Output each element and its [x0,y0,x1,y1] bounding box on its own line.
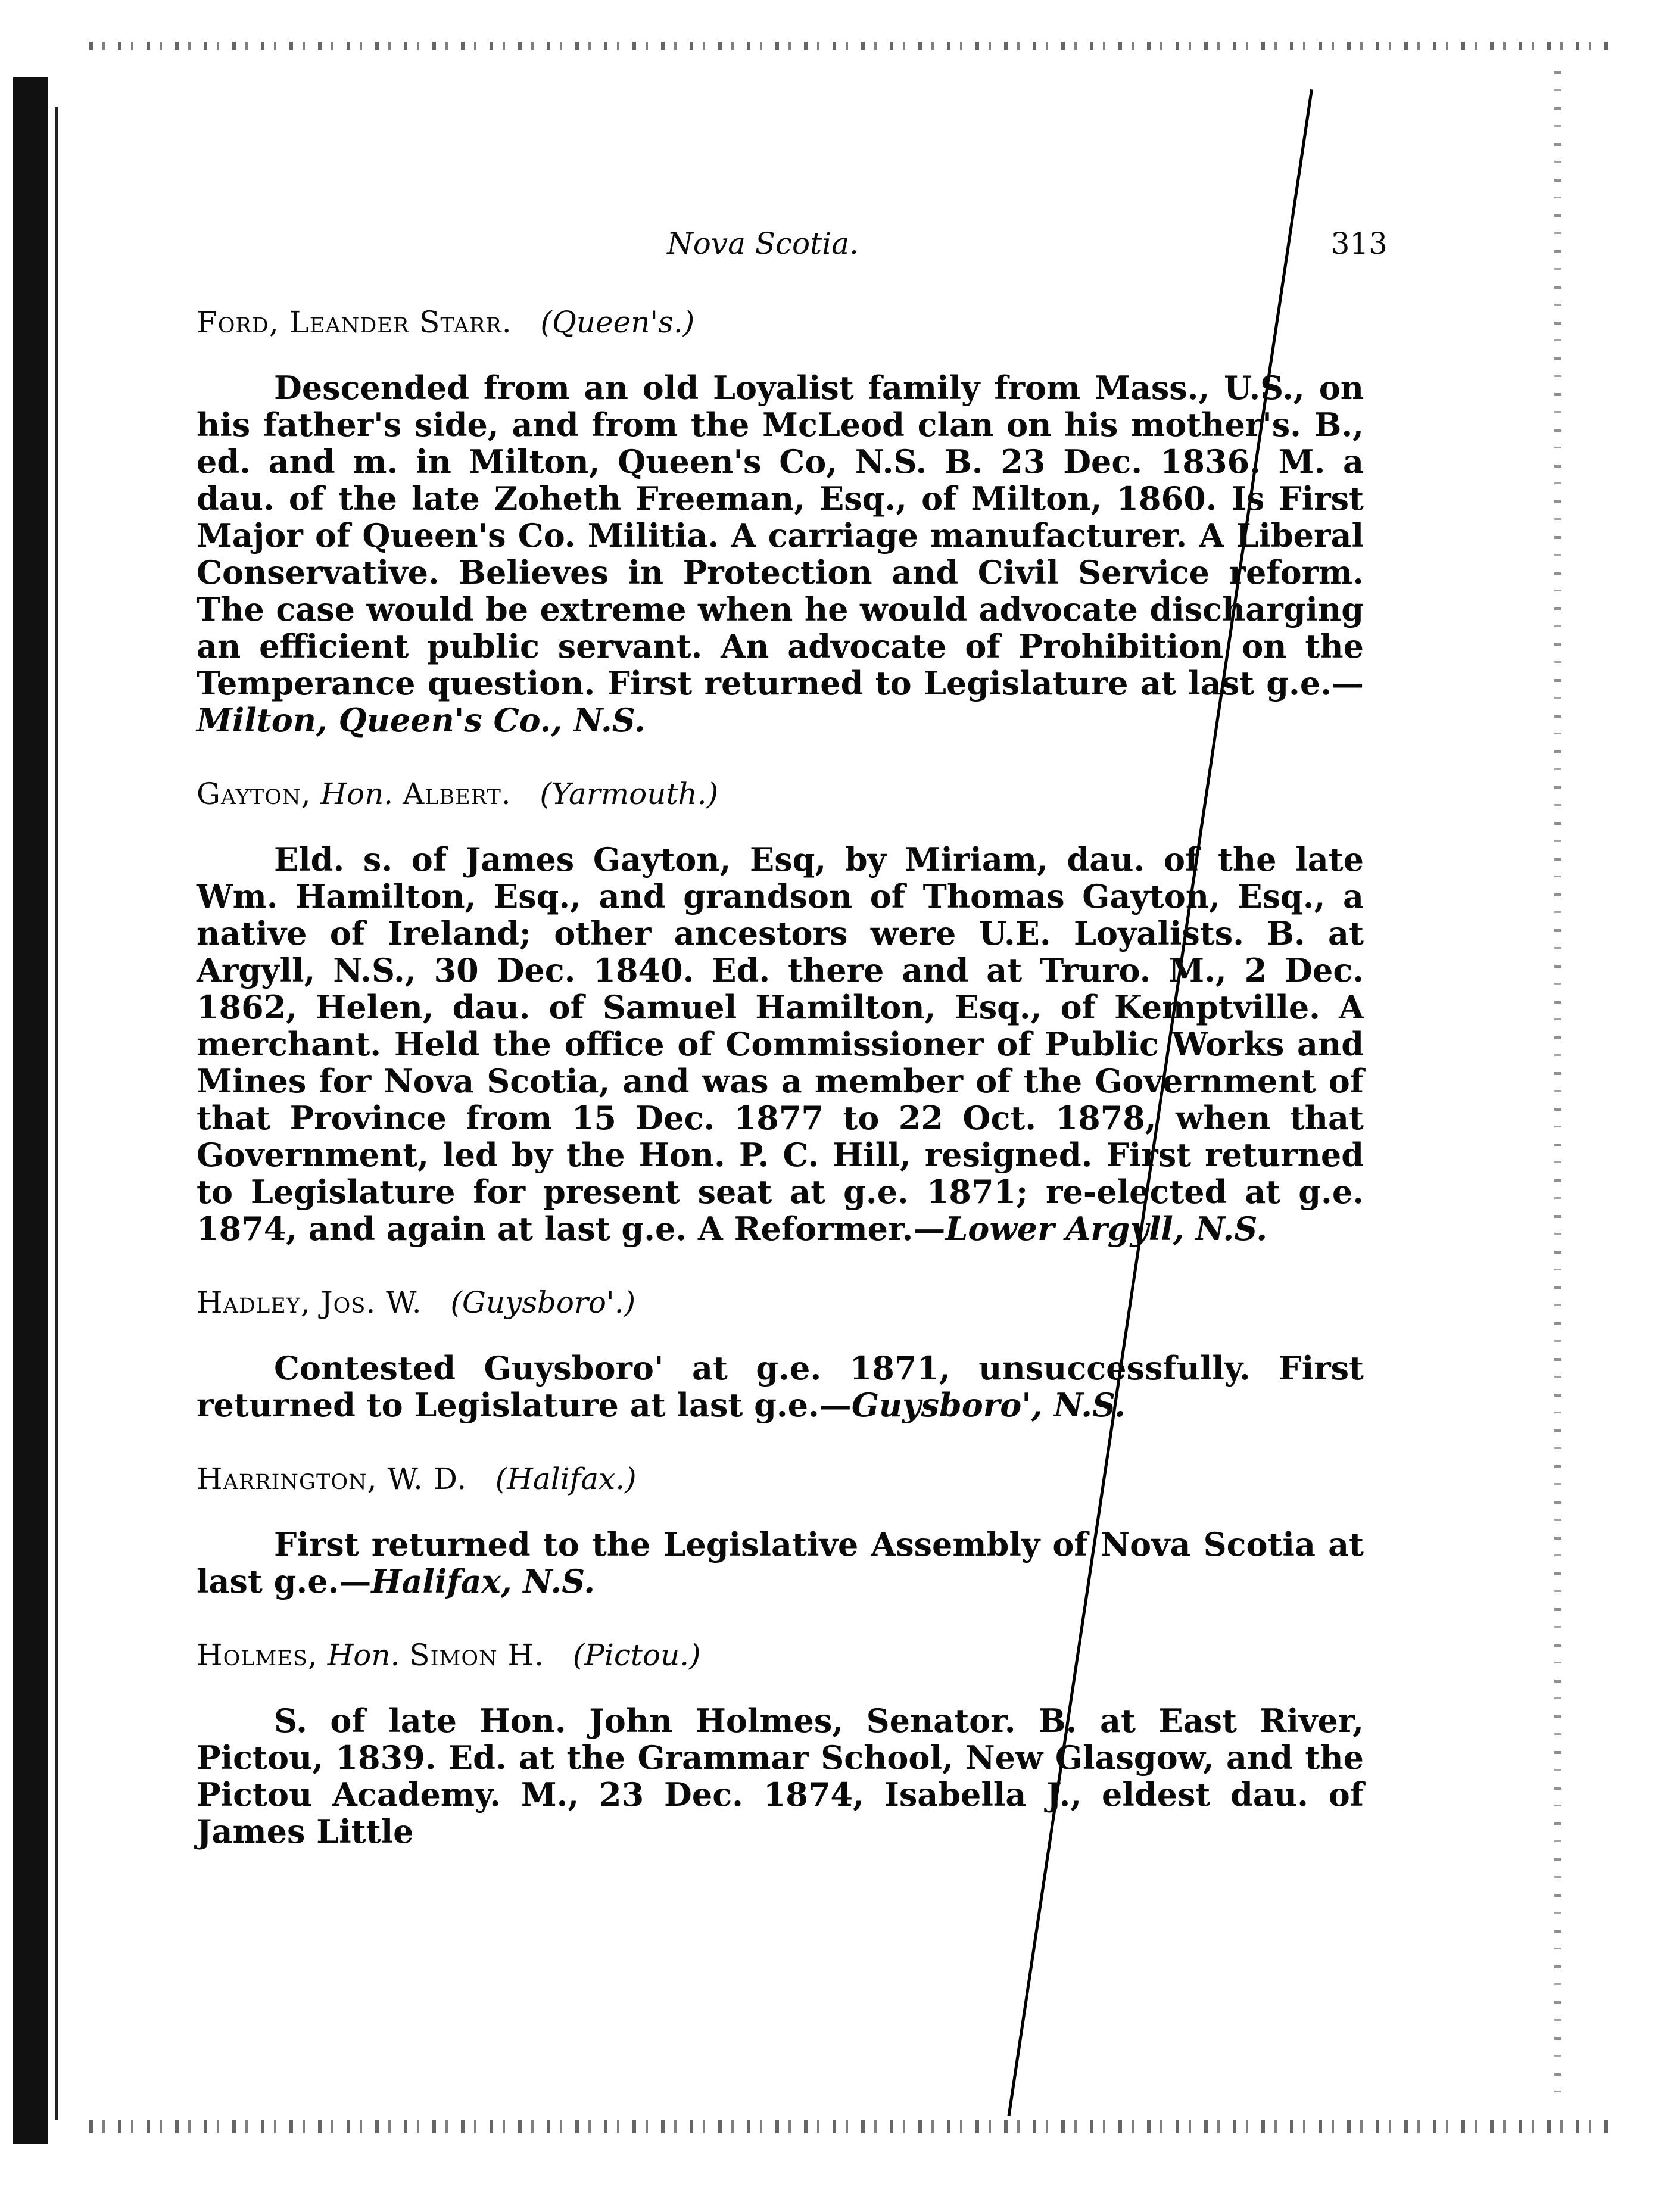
entry-address: Lower Argyll, N.S. [945,1210,1268,1248]
entry-address: Halifax, N.S. [371,1562,596,1600]
entry-address: Milton, Queen's Co., N.S. [197,701,646,739]
running-head [197,226,1388,280]
entry-constituency: (Pictou.) [572,1638,701,1672]
entry-body [197,1350,1364,1423]
page-edge-right [1554,71,1561,2108]
entry-text: Eld. s. of James Gayton, Esq, by Miriam, dau. of the late Wm. Hamilton, Esq., and grandson of Thomas Gayton, Esq., a native of Ireland; other ancestors were U.E. Loyalists. B. at Argyll, N.S., 30 Dec. 1840. Ed. there and at Truro. M., 2 Dec. 1862, Helen, dau. of Samuel Hamilton, Esq., of Kemptville. A merchant. Held the office of Commissioner of Public Works and Mines for Nova Scotia, and was a member of the Government of that Province from 15 Dec. 1877 to 22 Oct. 1878, when that Government, led by the Hon. P. C. Hill, resigned. First returned to Legislature for present seat at g.e. 1871; re-elected at g.e. 1874, and again at last g.e. A Reformer.— [197,840,1364,1248]
entry-text: First returned to the Legislative Assembly of Nova Scotia at last g.e.— [197,1525,1364,1600]
book-spine-shadow [13,77,48,2144]
entry-address: Guysboro', N.S. [851,1386,1126,1424]
entry-ford [197,304,1364,739]
entry-body [197,1702,1364,1850]
entry-body [197,841,1364,1247]
entry-body [197,369,1364,739]
entry-name: Ford, Leander Starr. [197,305,512,339]
entry-constituency: (Queen's.) [540,305,695,339]
entry-name-rest: Albert. [403,777,512,811]
entry-name: Harrington, W. D. [197,1462,467,1496]
book-spine-edge [55,107,58,2120]
entry-heading [197,1284,1364,1321]
running-title: Nova Scotia. [667,226,859,261]
entry-name-rest: Simon H. [409,1638,545,1672]
entry-honorific: Hon. [320,777,394,811]
entry-name: Holmes, [197,1638,318,1672]
entry-heading [197,1637,1364,1674]
entry-text: Contested Guysboro' at g.e. 1871, unsuccessfully. First returned to Legislature at last g.e.— [197,1349,1364,1424]
entry-body [197,1526,1364,1600]
entry-hadley [197,1284,1364,1423]
entry-harrington [197,1460,1364,1600]
entry-gayton [197,775,1364,1247]
page-number: 313 [1330,226,1388,261]
entry-name: Gayton, [197,777,311,811]
entry-constituency: (Yarmouth.) [540,777,719,811]
page-content [197,226,1388,1887]
entry-honorific: Hon. [327,1638,400,1672]
entry-heading [197,1460,1364,1497]
entry-constituency: (Halifax.) [495,1462,637,1496]
entry-constituency: (Guysboro'.) [450,1285,636,1320]
page-edge-top [89,42,1614,50]
entry-text: S. of late Hon. John Holmes, Senator. B. at East River, Pictou, 1839. Ed. at the Grammar School, New Glasgow, and the Pictou Academy. M., 23 Dec. 1874, Isabella J., eldest dau. of James Little [197,1702,1364,1850]
entry-name: Hadley, Jos. W. [197,1285,422,1320]
entry-holmes [197,1637,1364,1850]
entry-heading [197,304,1364,341]
page-edge-bottom [89,2120,1614,2133]
entry-heading [197,775,1364,812]
entry-text: Descended from an old Loyalist family from Mass., U.S., on his father's side, and from the McLeod clan on his mother's. B., ed. and m. in Milton, Queen's Co, N.S. B. 23 Dec. 1836. M. a dau. of the late Zoheth Freeman, Esq., of Milton, 1860. Is First Major of Queen's Co. Militia. A carriage manufacturer. A Liberal Conservative. Believes in Protection and Civil Service reform. The case would be extreme when he would advocate discharging an efficient public servant. An advocate of Prohibition on the Temperance question. First returned to Legislature at last g.e.— [197,369,1364,702]
